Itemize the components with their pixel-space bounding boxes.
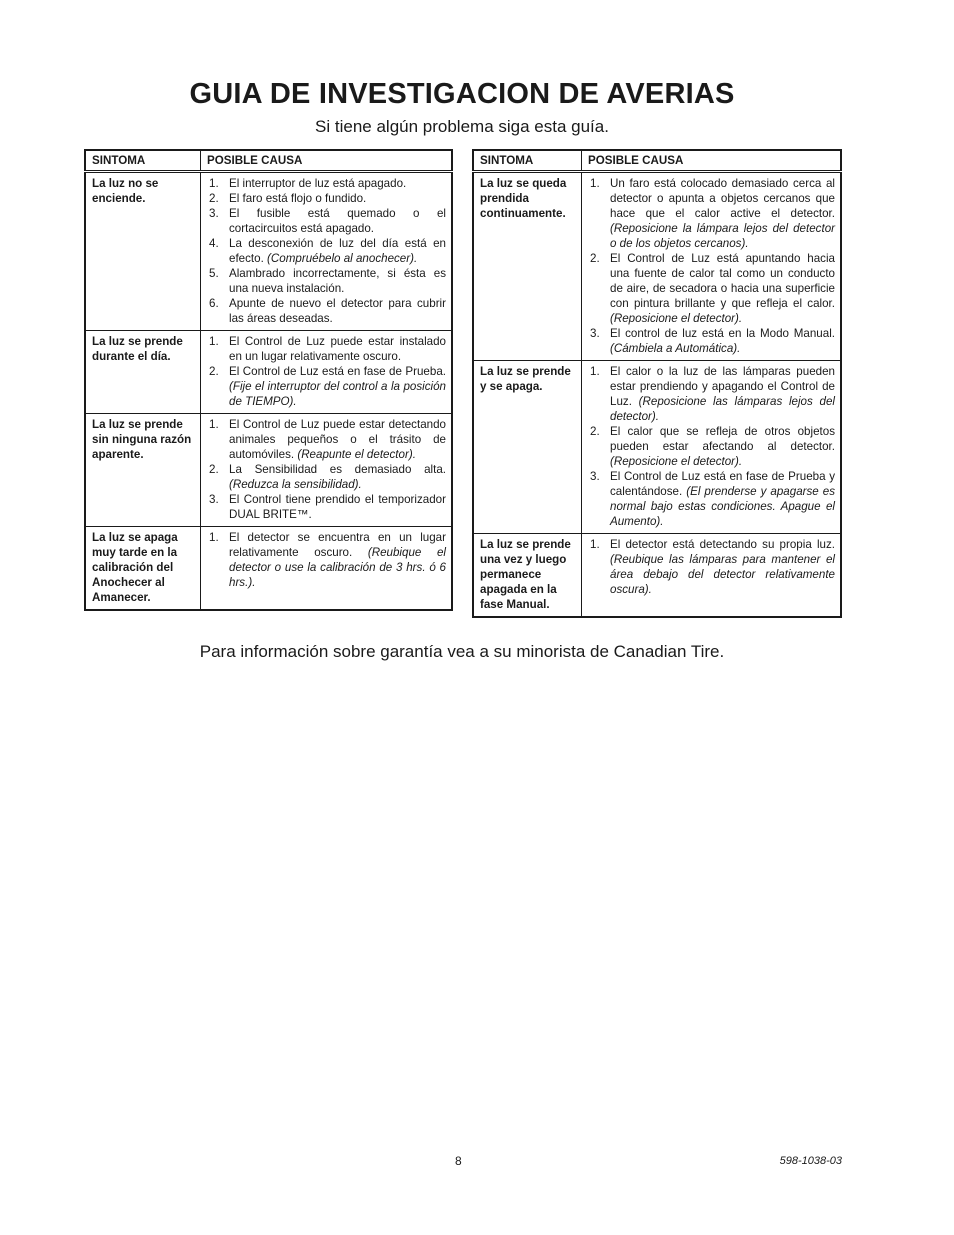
cause-text: El fusible está quemado o el cortacircuitos está apagado. [229, 207, 446, 235]
cause-remedy-note: (Reduzca la sensibilidad). [229, 478, 362, 491]
cause-item [588, 364, 835, 424]
page-number: 8 [455, 1154, 462, 1168]
cause-item [207, 296, 446, 326]
cause-item [588, 537, 835, 597]
cause-text: Alambrado incorrectamente, si ésta es una nueva instalación. [229, 267, 446, 295]
cause-text: El calor o la luz de las lámparas pueden estar prendiendo y apagando el Control de Luz. [610, 365, 835, 408]
cause-number: 4. [209, 237, 219, 250]
cause-list [207, 530, 446, 590]
cause-text: El Control tiene prendido el temporizador DUAL BRITE™. [229, 493, 446, 521]
cause-number: 2. [209, 365, 219, 378]
cause-list [588, 537, 835, 597]
symptom-cell: La luz no se enciende. [85, 172, 201, 331]
symptom-cell: La luz se queda prendida continuamente. [473, 172, 582, 361]
cause-item [207, 236, 446, 266]
cause-number: 2. [209, 463, 219, 476]
cause-item [588, 176, 835, 251]
column-header-cause: POSIBLE CAUSA [201, 150, 453, 172]
cause-number: 1. [209, 177, 219, 190]
table-header-row [473, 150, 841, 172]
cause-remedy-note: (Reubique el detector o use la calibración de 3 hrs. ó 6 hrs.). [229, 546, 446, 589]
cause-remedy-note: (Reapunte el detector). [297, 448, 416, 461]
cause-text: El interruptor de luz está apagado. [229, 177, 407, 190]
cause-number: 1. [590, 365, 600, 378]
cause-number: 1. [209, 335, 219, 348]
cause-item [207, 530, 446, 590]
cause-cell [201, 414, 453, 527]
cause-list [207, 334, 446, 409]
cause-remedy-note: (Compruébelo al anochecer). [267, 252, 418, 265]
cause-remedy-note: (Reposicione la lámpara lejos del detector o de los objetos cercanos). [610, 222, 835, 250]
page-subtitle: Si tiene algún problema siga esta guía. [315, 117, 609, 136]
cause-item [207, 364, 446, 409]
table-header-row [85, 150, 452, 172]
cause-number: 3. [590, 470, 600, 483]
cause-number: 1. [590, 538, 600, 551]
cause-text: Apunte de nuevo el detector para cubrir las áreas deseadas. [229, 297, 446, 325]
cause-item [207, 334, 446, 364]
symptom-cell: La luz se prende y se apaga. [473, 361, 582, 534]
document-code: 598-1038-03 [779, 1155, 842, 1167]
cause-list [588, 364, 835, 529]
symptom-cell: La luz se prende durante el día. [85, 331, 201, 414]
cause-remedy-note: (Reposicione las lámparas lejos del detector). [610, 395, 835, 423]
cause-remedy-note: (Reposicione el detector). [610, 455, 743, 468]
cause-text: El Control de Luz está en fase de Prueba. [229, 365, 446, 378]
cause-item [207, 176, 446, 191]
table-row [473, 534, 841, 618]
cause-number: 2. [590, 252, 600, 265]
cause-number: 3. [209, 493, 219, 506]
cause-cell [582, 172, 842, 361]
table-row [85, 527, 452, 611]
cause-text: El Control de Luz puede estar detectando animales pequeños o el trásito de automóviles. [229, 418, 446, 461]
cause-cell [201, 172, 453, 331]
cause-number: 2. [590, 425, 600, 438]
cause-number: 1. [209, 531, 219, 544]
cause-item [207, 462, 446, 492]
cause-text: La Sensibilidad es demasiado alta. [229, 463, 446, 476]
cause-cell [582, 534, 842, 618]
cause-text: El calor que se refleja de otros objetos pueden estar afectando al detector. [610, 425, 835, 453]
warranty-note: Para información sobre garantía vea a su minorista de Canadian Tire. [199, 642, 725, 661]
cause-text: La desconexión de luz del día está en efecto. [229, 237, 446, 265]
symptom-cell: La luz se apaga muy tarde en la calibración del Anochecer al Amanecer. [85, 527, 201, 611]
troubleshooting-table-right [472, 149, 842, 618]
cause-list [207, 417, 446, 522]
table-row [85, 172, 452, 331]
troubleshooting-table-left [84, 149, 453, 611]
cause-cell [201, 331, 453, 414]
cause-number: 5. [209, 267, 219, 280]
cause-cell [201, 527, 453, 611]
cause-number: 6. [209, 297, 219, 310]
cause-cell [582, 361, 842, 534]
table-body [85, 172, 452, 611]
cause-number: 1. [209, 418, 219, 431]
cause-number: 1. [590, 177, 600, 190]
cause-item [207, 191, 446, 206]
cause-item [207, 492, 446, 522]
cause-item [588, 424, 835, 469]
cause-remedy-note: (Cámbiela a Automática). [610, 342, 741, 355]
table-row [473, 361, 841, 534]
cause-item [207, 206, 446, 236]
table-row [473, 172, 841, 361]
cause-item [588, 251, 835, 326]
cause-remedy-note: (Reubique las lámparas para mantener el área debajo del detector relativamente oscura). [610, 553, 835, 596]
table-row [85, 331, 452, 414]
cause-number: 3. [590, 327, 600, 340]
table-body [473, 172, 841, 618]
cause-number: 2. [209, 192, 219, 205]
cause-number: 3. [209, 207, 219, 220]
cause-remedy-note: (El prenderse y apagarse es normal bajo estas condiciones. Apague el Aumento). [610, 485, 835, 528]
cause-list [588, 176, 835, 356]
cause-list [207, 176, 446, 326]
table-row [85, 414, 452, 527]
cause-text: El faro está flojo o fundido. [229, 192, 367, 205]
cause-text: El Control de Luz puede estar instalado en un lugar relativamente oscuro. [229, 335, 446, 363]
cause-text: El Control de Luz está apuntando hacia una fuente de calor tal como un conducto de aire, de secadora o hacia una superficie con pintura brillante y que refleja el calor. [610, 252, 835, 310]
cause-item [207, 417, 446, 462]
symptom-cell: La luz se prende sin ninguna razón aparente. [85, 414, 201, 527]
cause-text: Un faro está colocado demasiado cerca al detector o apunta a objetos cercanos que hace que el calor active el detector. [610, 177, 835, 220]
cause-item [207, 266, 446, 296]
cause-item [588, 326, 835, 356]
symptom-cell: La luz se prende una vez y luego permanece apagada en la fase Manual. [473, 534, 582, 618]
cause-text: El control de luz está en la Modo Manual. [610, 327, 835, 340]
column-header-symptom: SINTOMA [473, 150, 582, 172]
cause-text: El Control de Luz está en fase de Prueba y calentándose. [610, 470, 835, 498]
column-header-symptom: SINTOMA [85, 150, 201, 172]
column-header-cause: POSIBLE CAUSA [582, 150, 842, 172]
cause-item [588, 469, 835, 529]
cause-remedy-note: (Fije el interruptor del control a la posición de TIEMPO). [229, 380, 446, 408]
cause-text: El detector se encuentra en un lugar relativamente oscuro. [229, 531, 446, 559]
cause-text: El detector está detectando su propia luz. [610, 538, 835, 551]
page-title: GUIA DE INVESTIGACION DE AVERIAS [189, 78, 735, 110]
cause-remedy-note: (Reposicione el detector). [610, 312, 743, 325]
